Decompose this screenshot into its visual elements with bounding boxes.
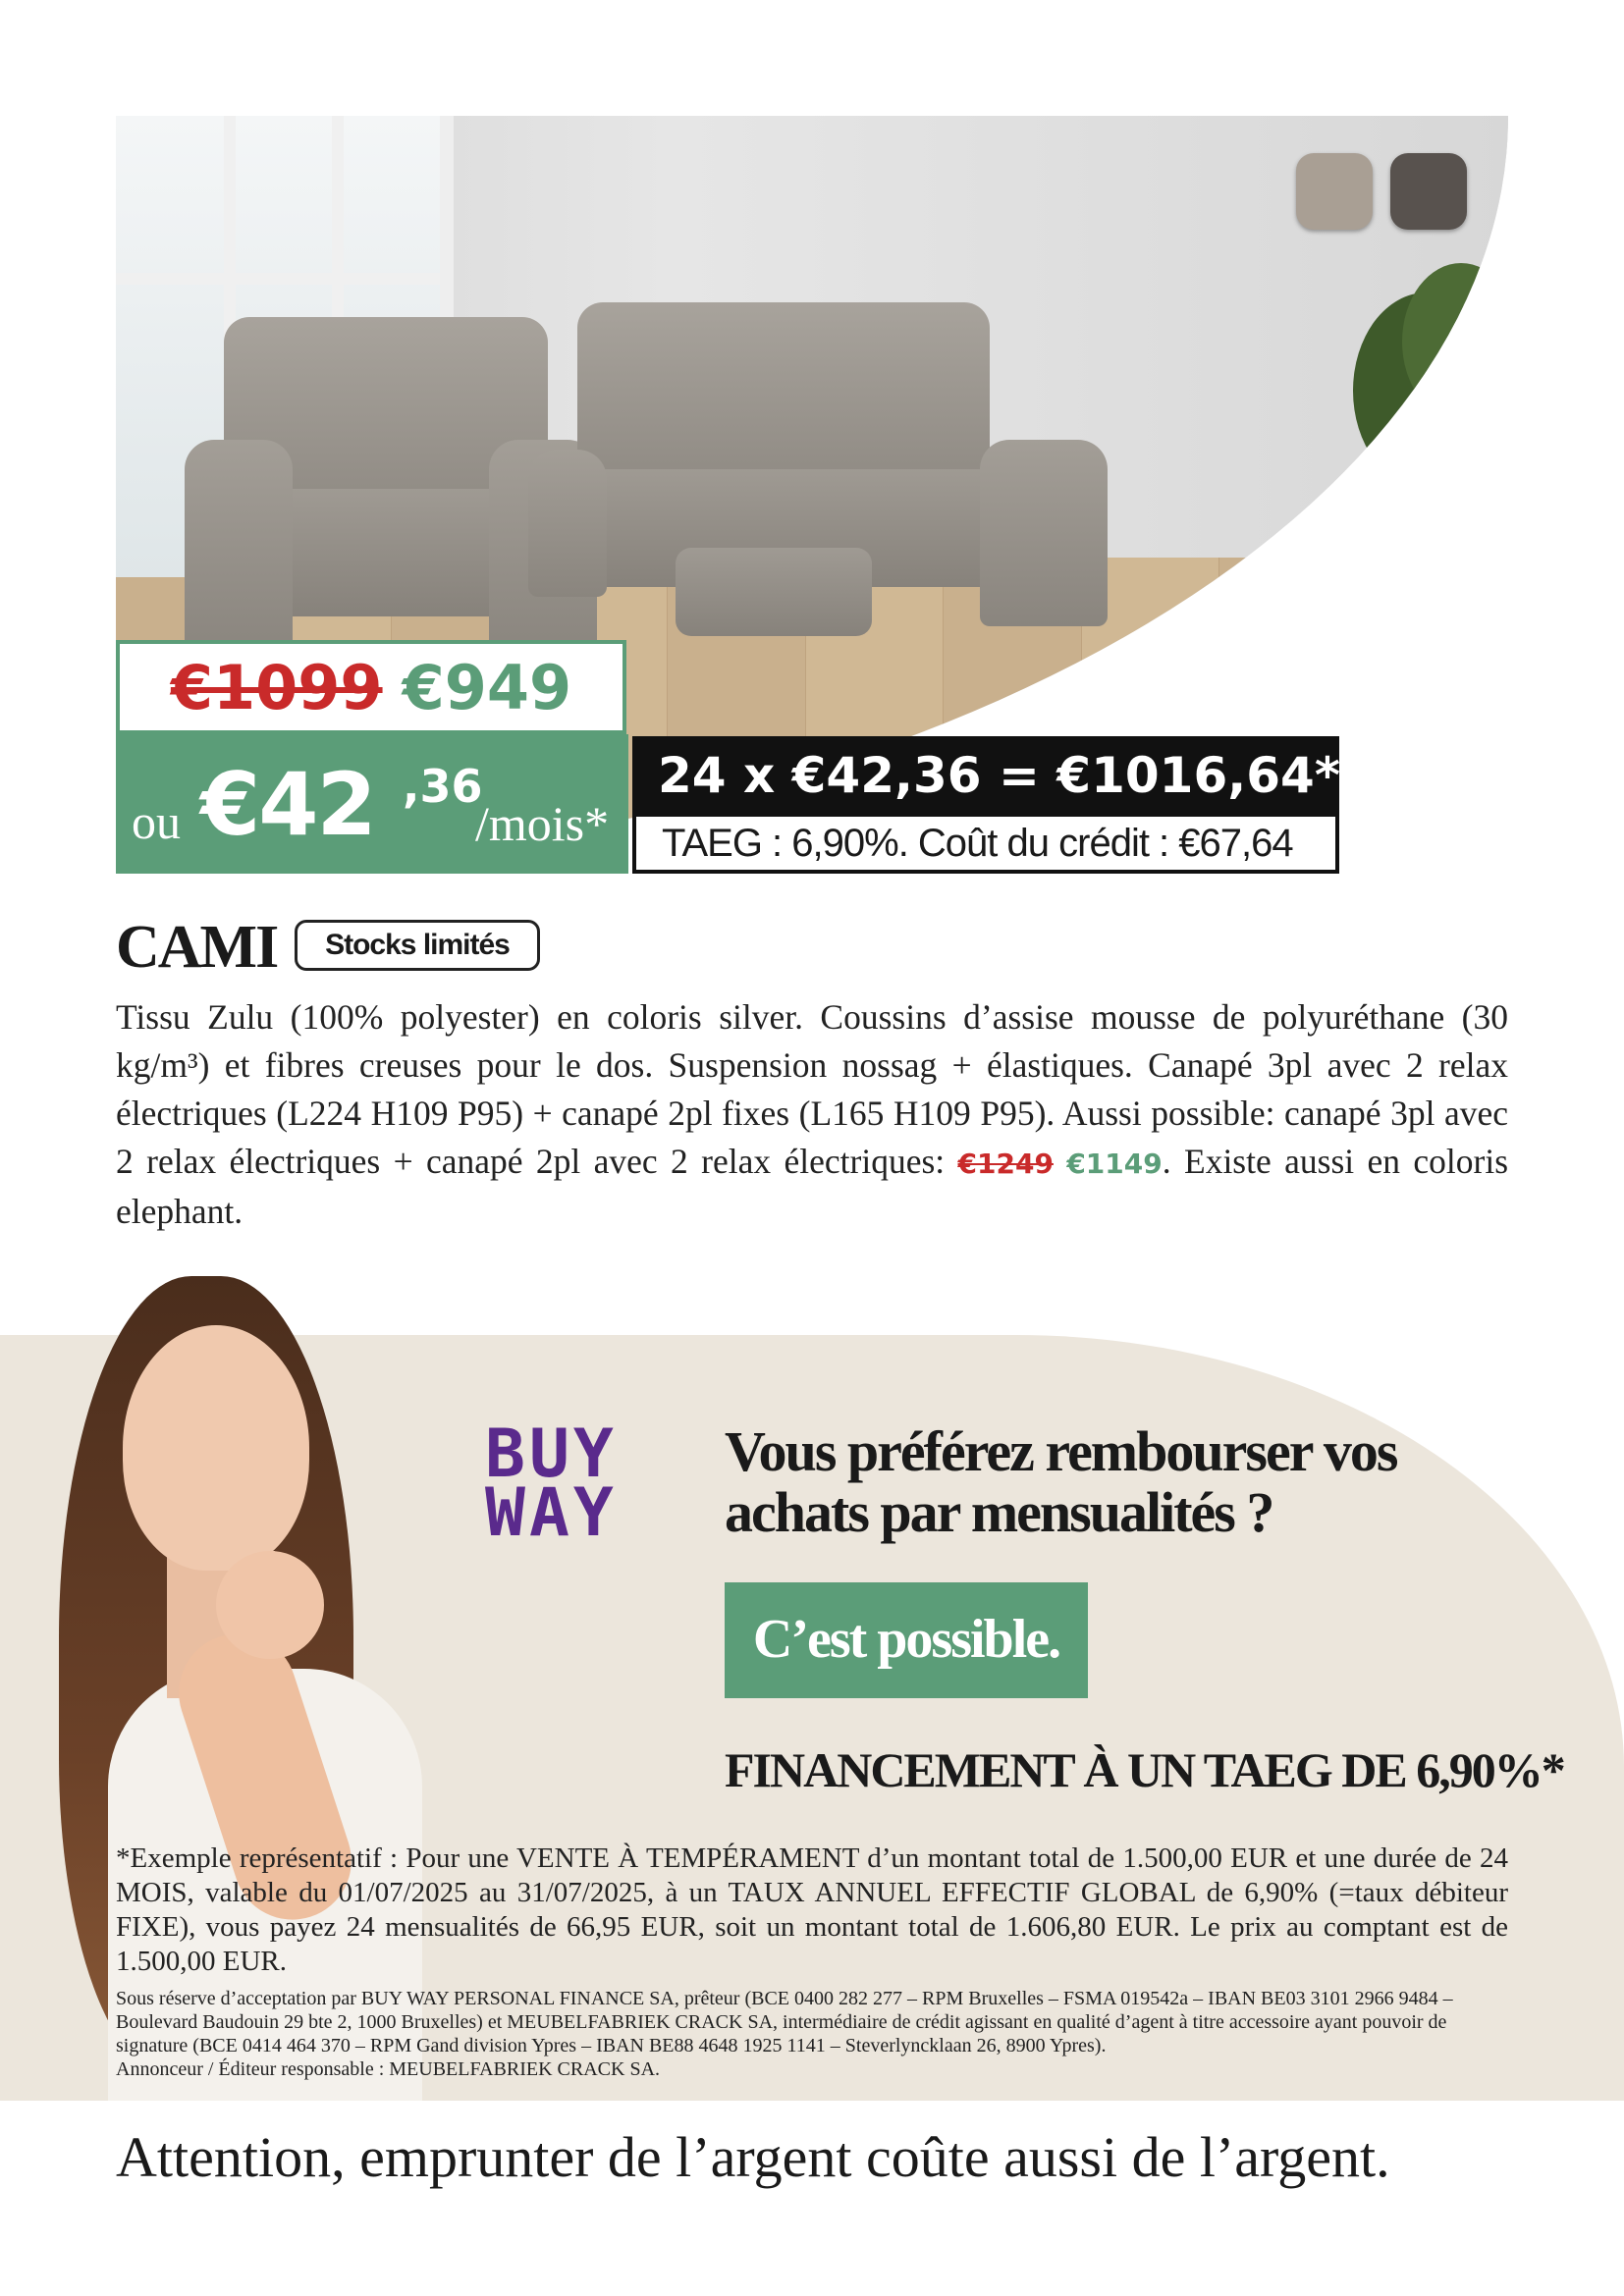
- woman-face: [123, 1325, 309, 1571]
- description-end: . Existe aussi en coloris elephant.: [116, 1142, 1509, 1231]
- woman-hand: [216, 1551, 324, 1659]
- price-box: [116, 640, 626, 734]
- sofa-footrest: [676, 548, 872, 636]
- legal-publisher: Annonceur / Éditeur responsable : MEUBELFABRIEK CRACK SA.: [116, 2058, 661, 2080]
- buyway-logo: [485, 1415, 687, 1552]
- credit-warning: Attention, emprunter de l’argent coûte aussi de l’argent.: [116, 2125, 1390, 2189]
- color-swatch-elephant[interactable]: [1390, 153, 1467, 230]
- old-price: €1099: [170, 651, 383, 723]
- logo-line-2: WAY: [485, 1474, 618, 1552]
- plant-foliage: [1402, 263, 1508, 420]
- loveseat-arm: [185, 440, 293, 656]
- logo-line-1: BUY: [485, 1415, 618, 1493]
- color-swatch-silver[interactable]: [1296, 153, 1373, 230]
- plant-pot: [1392, 518, 1481, 597]
- financing-title: Vous préférez rembourser vos achats par mensualités ?: [725, 1419, 1397, 1544]
- credit-total: 24 x €42,36 = €1016,64*: [632, 736, 1339, 813]
- window-frame: [116, 273, 440, 285]
- sofa-arm: [528, 450, 607, 597]
- stock-badge: Stocks limités: [295, 920, 540, 971]
- credit-info: TAEG : 6,90%. Coût du crédit : €67,64: [632, 813, 1339, 874]
- monthly-price-box: [116, 734, 628, 874]
- description-old-price: €1249: [957, 1148, 1054, 1180]
- new-price: €949: [402, 651, 572, 723]
- sofa-arm: [980, 440, 1108, 626]
- sofa-backrest: [577, 302, 990, 489]
- monthly-cents: ,36: [403, 760, 483, 813]
- financing-example: *Exemple représentatif : Pour une VENTE À TEMPÉRAMENT d’un montant total de 1.500,00 EUR et une durée de 24 MOIS, valable du 01/07/2025 au 31/07/2025, à un TAUX ANNUEL EFFECTIF GLOBAL de 6,90% (=taux débiteur FIXE), vous payez 24 mensualités de 66,95 EUR, soit un montant total de 1.606,80 EUR. Le prix au comptant est de 1.500,00 EUR.: [116, 1842, 1508, 1977]
- product-description: [116, 993, 1508, 1236]
- monthly-prefix: ou: [132, 794, 181, 849]
- monthly-unit: /mois*: [475, 796, 610, 851]
- financing-rate-headline: FINANCEMENT À UN TAEG DE 6,90%*: [725, 1742, 1564, 1797]
- description-text: Tissu Zulu (100% polyester) en coloris silver. Coussins d’assise mousse de polyuréthane (30 kg/m³) et fibres creuses pour le dos. Suspension nossag + élastiques. Canapé 3pl avec 2 relax électriques (L224 H109 P95) + canapé 2pl fixes (L165 H109 P95). Aussi possible: canapé 3pl avec 2 relax électriques + canapé 2pl avec 2 relax électriques:: [116, 997, 1508, 1181]
- monthly-amount: €42: [200, 754, 375, 855]
- cta-possible: C’est possible.: [725, 1582, 1088, 1698]
- legal-text: [116, 1987, 1508, 2081]
- description-new-price: €1149: [1066, 1148, 1163, 1180]
- product-name: CAMI: [116, 914, 278, 981]
- legal-paragraph: Sous réserve d’acceptation par BUY WAY PERSONAL FINANCE SA, prêteur (BCE 0400 282 277 – RPM Bruxelles – FSMA 019542a – IBAN BE03 3101 2966 9484 – Boulevard Baudouin 29 bte 2, 1000 Bruxelles) et MEUBELFABRIEK CRACK SA, intermédiaire de crédit agissant en qualité d’agent à titre accessoire ayant pouvoir de signature (BCE 0414 464 370 – RPM Gand division Ypres – IBAN BE88 4648 1925 1141 – Steverlyncklaan 26, 8900 Ypres).: [116, 1988, 1453, 2056]
